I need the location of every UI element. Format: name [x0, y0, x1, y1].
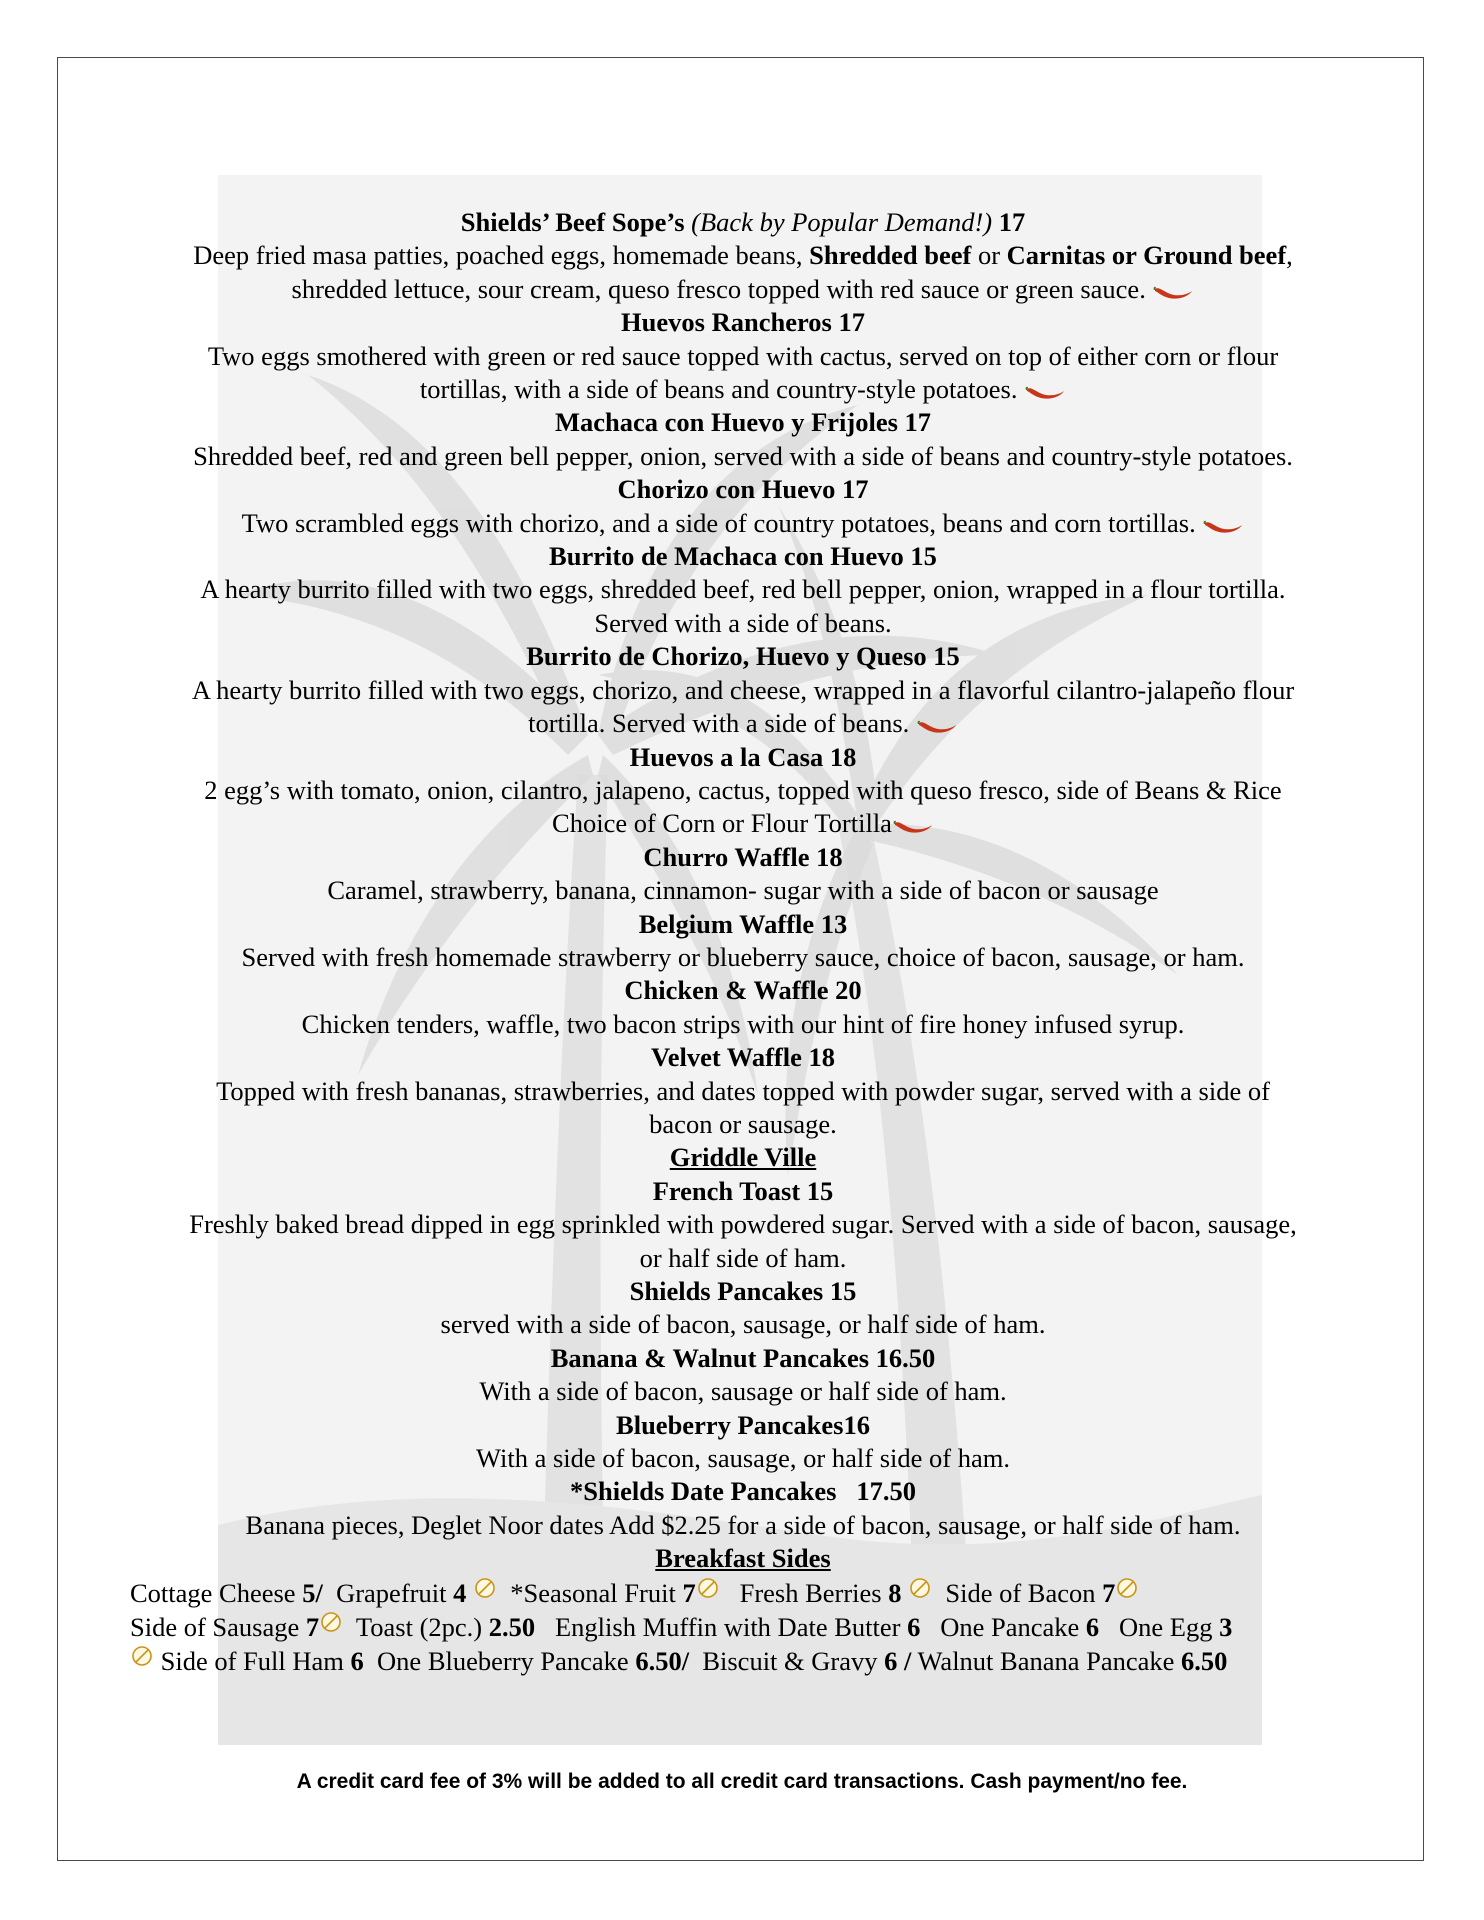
side-price: 7: [682, 1577, 696, 1608]
side-name: Toast (2pc.): [343, 1612, 489, 1643]
item-subtitle: (Back by Popular Demand!): [691, 207, 993, 237]
side-price: 8: [888, 1577, 902, 1608]
menu-item-title: Huevos a la Casa 18: [629, 741, 857, 772]
menu-item-title: Velvet Waffle 18: [651, 1042, 835, 1073]
menu-item-description: 2 egg’s with tomato, onion, cilantro, jalapeno, cactus, topped with queso fresco, side of Beans & Rice: [204, 774, 1282, 805]
side-name: Biscuit & Gravy: [689, 1646, 885, 1677]
side-price: 7: [1102, 1577, 1116, 1608]
menu-item-description: [118, 239, 1368, 272]
chili-pepper-icon: [892, 818, 934, 834]
no-symbol-icon: [1115, 1576, 1139, 1600]
menu-item-description: Freshly baked bread dipped in egg sprinkled with powdered sugar. Served with a side of bacon, sausage,: [189, 1209, 1297, 1240]
sides-line: [118, 1610, 1368, 1644]
side-name: Grapefruit: [322, 1577, 454, 1608]
no-symbol-icon: [130, 1644, 154, 1668]
menu-item-title: Blueberry Pancakes16: [616, 1409, 870, 1440]
no-symbol-icon: [908, 1576, 932, 1600]
side-name: Side of Bacon: [932, 1577, 1103, 1608]
menu-item-description: [118, 707, 1368, 740]
menu-item-description: A hearty burrito filled with two eggs, chorizo, and cheese, wrapped in a flavorful cilantro-jalapeño flour: [191, 674, 1295, 705]
side-price: 2.50: [488, 1612, 536, 1643]
menu-item-description: A hearty burrito filled with two eggs, shredded beef, red bell pepper, onion, wrapped in a flour tortilla.: [200, 574, 1286, 605]
side-price: 4: [453, 1577, 467, 1608]
side-name: Side of Full Ham: [154, 1646, 351, 1677]
desc-text: shredded lettuce, sour cream, queso fresco topped with red sauce or green sauce.: [291, 273, 1153, 304]
menu-item-description: With a side of bacon, sausage, or half side of ham.: [476, 1443, 1010, 1474]
menu-item-description: With a side of bacon, sausage or half side of ham.: [479, 1376, 1007, 1407]
desc-text: tortilla. Served with a side of beans.: [528, 708, 916, 739]
item-price: 17: [998, 207, 1026, 237]
menu-item-description: Topped with fresh bananas, strawberries, and dates topped with powder sugar, served with a side of: [216, 1075, 1270, 1106]
menu-item-title: Burrito de Machaca con Huevo 15: [549, 541, 937, 572]
menu-item-title: Burrito de Chorizo, Huevo y Queso 15: [526, 641, 960, 672]
menu-item-title: Churro Waffle 18: [643, 841, 843, 872]
menu-item-title: Chorizo con Huevo 17: [617, 474, 869, 505]
desc-text: tortillas, with a side of beans and country-style potatoes.: [419, 374, 1025, 405]
menu-item-title: French Toast 15: [652, 1175, 834, 1206]
no-symbol-icon: [319, 1610, 343, 1634]
side-name: One Blueberry Pancake: [363, 1646, 636, 1677]
desc-text: or: [971, 240, 1007, 271]
item-name: Shields’ Beef Sope’s: [460, 207, 685, 237]
side-name: *Seasonal Fruit: [496, 1577, 683, 1608]
side-price: 7: [305, 1612, 320, 1643]
side-name: Side of Sausage: [130, 1612, 306, 1643]
menu-item-description: or half side of ham.: [639, 1242, 847, 1273]
no-symbol-icon: [696, 1576, 720, 1600]
menu-item-title: *Shields Date Pancakes 17.50: [570, 1476, 916, 1507]
side-price: 3: [1219, 1612, 1233, 1643]
side-price: 6.50: [1181, 1646, 1228, 1677]
menu-item-title: Belgium Waffle 13: [638, 908, 848, 939]
desc-text: Choice of Corn or Flour Tortilla: [552, 808, 892, 839]
menu-item-description: [118, 807, 1368, 840]
menu-item-description: [118, 273, 1368, 306]
side-name: One Egg: [1099, 1612, 1220, 1643]
side-name: One Pancake: [920, 1612, 1086, 1643]
sides-line: [118, 1644, 1368, 1678]
menu-item-title: Chicken & Waffle 20: [624, 975, 862, 1006]
chili-pepper-icon: [1152, 284, 1194, 300]
menu-item-description: Chicken tenders, waffle, two bacon strips with our hint of fire honey infused syrup.: [301, 1008, 1185, 1039]
section-heading-griddle: Griddle Ville: [669, 1142, 817, 1173]
menu-item-title: Shields Pancakes 15: [629, 1276, 857, 1306]
desc-text: Deep fried masa patties, poached eggs, homemade beans,: [193, 240, 810, 271]
side-price: 6: [1085, 1612, 1100, 1643]
menu-item-description: Two eggs smothered with green or red sauce topped with cactus, served on top of either corn or flour: [207, 340, 1279, 371]
menu-item-description: served with a side of bacon, sausage, or half side of ham.: [440, 1309, 1046, 1340]
desc-text: ,: [1286, 240, 1293, 271]
chili-pepper-icon: [916, 718, 958, 734]
side-price: 6 /: [884, 1646, 912, 1677]
side-price: 6: [350, 1646, 364, 1677]
side-price: 5/: [302, 1577, 323, 1608]
section-heading-sides: Breakfast Sides: [655, 1543, 831, 1574]
menu-item-title: Machaca con Huevo y Frijoles 17: [554, 407, 932, 438]
menu-item-description: [118, 373, 1368, 406]
side-name: English Muffin with Date Butter: [535, 1612, 908, 1643]
side-name: Walnut Banana Pancake: [911, 1646, 1182, 1677]
menu-item-title: Huevos Rancheros 17: [621, 307, 865, 338]
side-name: Fresh Berries: [719, 1577, 889, 1608]
menu-item-description: Caramel, strawberry, banana, cinnamon- sugar with a side of bacon or sausage: [327, 875, 1159, 906]
breakfast-menu: [118, 206, 1368, 1679]
menu-item-description: Banana pieces, Deglet Noor dates Add $2.25 for a side of bacon, sausage, or half side of ham.: [245, 1509, 1241, 1540]
menu-item-title: Banana & Walnut Pancakes 16.50: [550, 1342, 936, 1373]
chili-pepper-icon: [1202, 518, 1244, 534]
menu-item-description: Served with a side of beans.: [594, 607, 892, 638]
side-name: Cottage Cheese: [130, 1577, 303, 1608]
sides-line: [118, 1576, 1368, 1610]
side-price: 6.50/: [635, 1646, 690, 1677]
no-symbol-icon: [473, 1576, 497, 1600]
menu-item-description: Served with fresh homemade strawberry or blueberry sauce, choice of bacon, sausage, or ham.: [241, 941, 1245, 972]
desc-bold: Carnitas or Ground beef: [1006, 240, 1287, 271]
menu-item-description: Shredded beef, red and green bell pepper, onion, served with a side of beans and country-style potatoes.: [193, 440, 1293, 471]
menu-item-description: bacon or sausage.: [649, 1108, 837, 1139]
menu-item-description: [118, 507, 1368, 540]
desc-text: Two scrambled eggs with chorizo, and a side of country potatoes, beans and corn tortillas.: [241, 507, 1203, 538]
side-price: 6: [907, 1612, 921, 1643]
desc-bold: Shredded beef: [809, 240, 972, 271]
credit-card-fee-notice: A credit card fee of 3% will be added to all credit card transactions. Cash payment/no fee.: [296, 1770, 1188, 1793]
chili-pepper-icon: [1024, 384, 1066, 400]
menu-item-title: [118, 206, 1368, 239]
